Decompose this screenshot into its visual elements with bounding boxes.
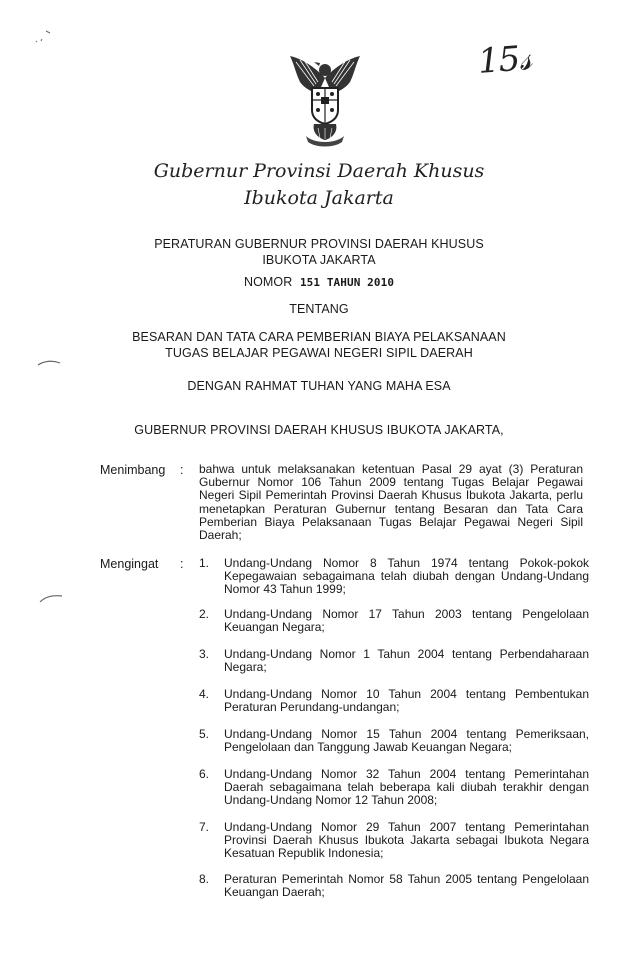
scan-speck-icon xyxy=(36,355,66,375)
item-number: 8. xyxy=(199,872,210,886)
nomor-label: NOMOR xyxy=(243,275,293,289)
mengingat-label: Mengingat xyxy=(100,557,159,571)
item-number: 2. xyxy=(199,607,210,621)
item-number: 3. xyxy=(199,647,210,661)
tentang-label: TENTANG xyxy=(289,302,349,316)
rahmat-line: DENGAN RAHMAT TUHAN YANG MAHA ESA xyxy=(187,379,451,393)
mengingat-item xyxy=(199,688,589,714)
item-number: 4. xyxy=(199,687,210,701)
item-text: Undang-Undang Nomor 29 Tahun 2007 tentang Pemerintahan Provinsi Daerah Khusus Ibukota Jakarta sebagai Ibukota Negara Kesatuan Republik Indonesia; xyxy=(224,820,589,861)
item-number: 1. xyxy=(199,556,210,570)
mengingat-item xyxy=(199,728,589,754)
item-text: Undang-Undang Nomor 32 Tahun 2004 tentang Pemerintahan Daerah sebagaimana telah beberapa kali diubah terakhir dengan Undang-Undang Nomor 12 Tahun 2008; xyxy=(224,767,589,808)
mengingat-item xyxy=(199,557,589,597)
item-number: 6. xyxy=(199,767,210,781)
menimbang-colon: : xyxy=(180,463,184,477)
item-number: 7. xyxy=(199,820,210,834)
mengingat-colon: : xyxy=(180,557,184,571)
item-text: Undang-Undang Nomor 1 Tahun 2004 tentang Perbendaharaan Negara; xyxy=(224,647,589,675)
letterhead-line-1: Gubernur Provinsi Daerah Khusus xyxy=(153,160,485,182)
item-text: Undang-Undang Nomor 15 Tahun 2004 tentang Pemeriksaan, Pengelolaan dan Tanggung Jawab Keuangan Negara; xyxy=(224,727,589,755)
item-number: 5. xyxy=(199,727,210,741)
handwritten-page-number: 15𝓈 xyxy=(476,38,533,82)
mengingat-item xyxy=(199,821,589,861)
mengingat-item xyxy=(199,648,589,674)
item-text: Undang-Undang Nomor 17 Tahun 2003 tentang Pengelolaan Keuangan Negara; xyxy=(224,607,589,635)
item-text: Peraturan Pemerintah Nomor 58 Tahun 2005 tentang Pengelolaan Keuangan Daerah; xyxy=(224,872,589,900)
gubernur-line: GUBERNUR PROVINSI DAERAH KHUSUS IBUKOTA JAKARTA, xyxy=(134,423,504,437)
mengingat-item xyxy=(199,768,589,808)
subject-line-2: TUGAS BELAJAR PEGAWAI NEGERI SIPIL DAERAH xyxy=(165,346,473,360)
menimbang-label: Menimbang xyxy=(100,463,166,477)
mengingat-item xyxy=(199,608,589,634)
scan-speck-icon xyxy=(28,25,58,55)
subject-line-1: BESARAN DAN TATA CARA PEMBERIAN BIAYA PELAKSANAAN xyxy=(132,330,506,344)
regulation-title-line-1: PERATURAN GUBERNUR PROVINSI DAERAH KHUSUS xyxy=(154,237,484,251)
menimbang-text: bahwa untuk melaksanakan ketentuan Pasal 29 ayat (3) Peraturan Gubernur Nomor 106 Tahun 2009 tentang Tugas Belajar Pegawai Negeri Sipil Pemerintah Provinsi Daerah Khusus Ibukota Jakarta, perlu menetapkan Peraturan Gubernur tentang Besaran dan Tata Cara Pemberian Biaya Pelaksanaan Tugas Belajar Pegawai Negeri Sipil Daerah; xyxy=(199,462,583,543)
item-text: Undang-Undang Nomor 8 Tahun 1974 tentang Pokok-pokok Kepegawaian sebagaimana telah diubah dengan Undang-Undang Nomor 43 Tahun 1999; xyxy=(224,556,589,597)
scan-speck-icon xyxy=(36,590,66,614)
regulation-number xyxy=(0,275,638,289)
letterhead-line-2: Ibukota Jakarta xyxy=(244,187,394,209)
garuda-emblem-icon xyxy=(284,48,366,152)
regulation-title-line-2: IBUKOTA JAKARTA xyxy=(262,253,376,267)
mengingat-item xyxy=(199,873,589,899)
nomor-value: 151 TAHUN 2010 xyxy=(299,276,395,289)
item-text: Undang-Undang Nomor 10 Tahun 2004 tentang Pembentukan Peraturan Perundang-undangan; xyxy=(224,687,589,715)
